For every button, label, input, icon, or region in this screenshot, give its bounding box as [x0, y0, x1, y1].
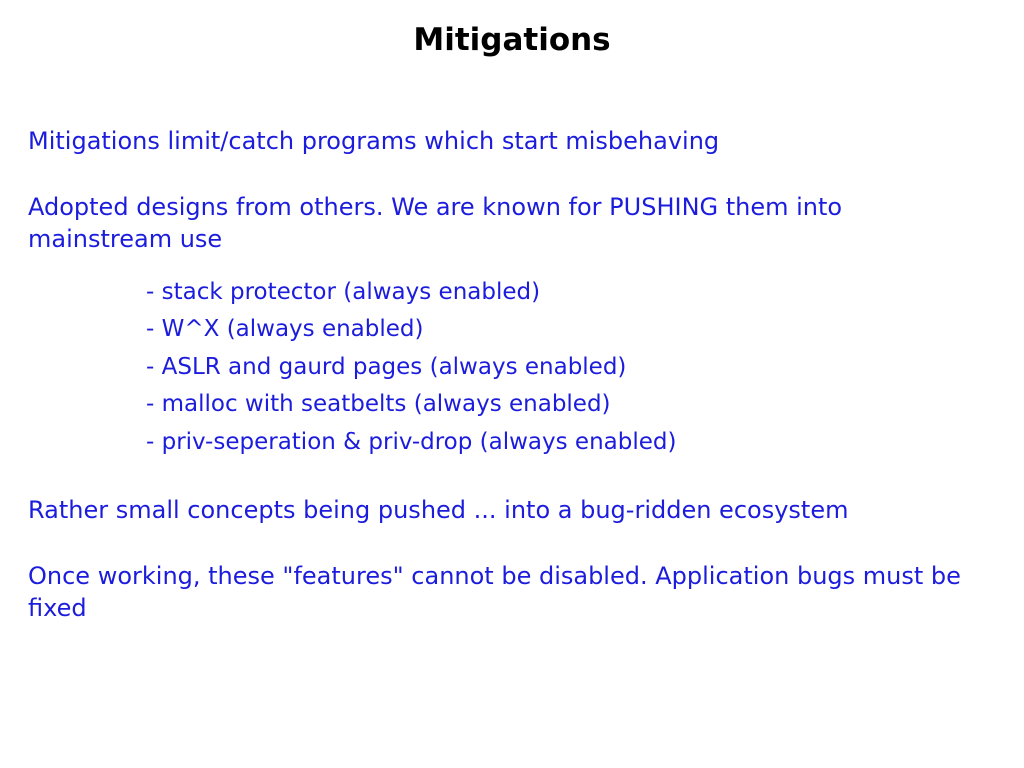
list-item: - malloc with seatbelts (always enabled): [146, 391, 611, 418]
list-item: - priv-seperation & priv-drop (always enabled): [146, 428, 677, 455]
spacer: [28, 461, 988, 495]
slide-body: [28, 126, 988, 625]
paragraph-small-concepts: Rather small concepts being pushed ... into a bug-ridden ecosystem: [28, 496, 849, 525]
paragraph-intro: Mitigations limit/catch programs which start misbehaving: [28, 127, 720, 155]
mitigations-list: [28, 274, 988, 461]
page-title: Mitigations: [413, 22, 611, 58]
list-item: - W^X (always enabled): [146, 316, 424, 343]
list-item: - ASLR and gaurd pages (always enabled): [146, 353, 627, 380]
spacer: [28, 256, 988, 274]
paragraph-features-cannot-be-disabled: Once working, these "features" cannot be disabled. Application bugs must be fixed: [28, 562, 961, 622]
paragraph-adopted-designs: Adopted designs from others. We are known for PUSHING them into mainstream use: [28, 192, 843, 253]
list-item: - stack protector (always enabled): [146, 278, 541, 305]
